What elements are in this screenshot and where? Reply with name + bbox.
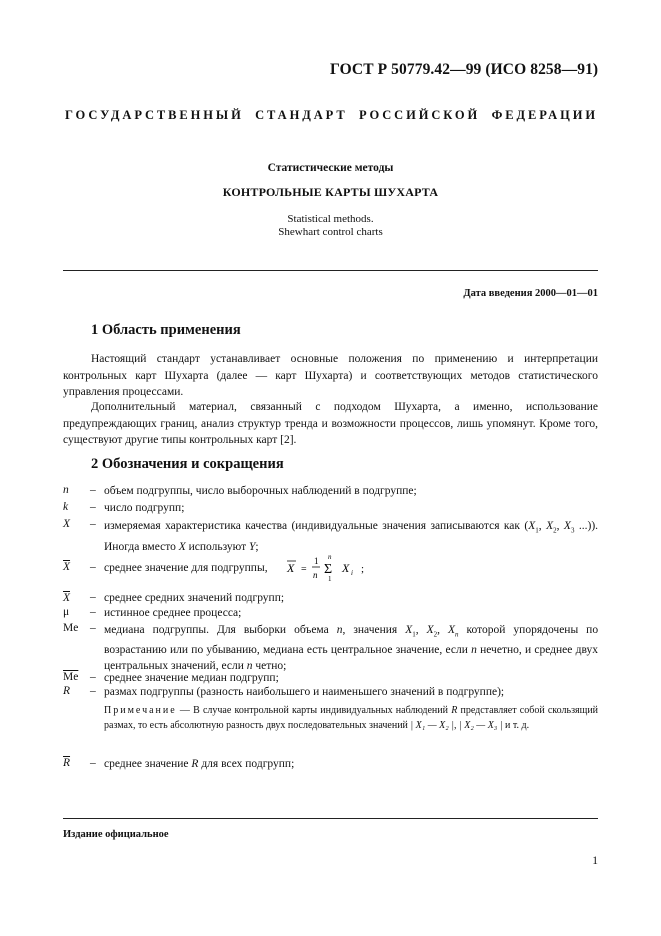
effective-date: Дата введения 2000—01—01 <box>463 288 598 299</box>
symbol-r: R <box>63 685 71 697</box>
definition-dash: – <box>90 671 96 683</box>
formula-sum-sign: Σ <box>324 562 333 577</box>
definition-dash: – <box>90 591 96 603</box>
federation-title <box>65 108 598 123</box>
formula-index: i <box>351 569 353 577</box>
note-block: Примечание — В случае контрольной карты индивидуальных наблюдений R представляет собой скользящий размах, то есть абсолютную разность двух последовательных значений | X₁ — X₂ |, | X₂ — X₃ | и т. д. <box>104 705 599 731</box>
formula-numerator: 1 <box>314 556 319 566</box>
federation-word: СТАНДАРТ <box>255 108 348 122</box>
formula-sum-upper: n <box>328 554 332 561</box>
definition-r: размах подгруппы (разность наибольшего и наименьшего значений в подгруппе); <box>104 686 505 698</box>
english-title-line2: Shewhart control charts <box>278 226 383 238</box>
note-label: Примечание <box>104 705 177 716</box>
formula-denominator: n <box>313 570 318 580</box>
scope-paragraph-1: Настоящий стандарт устанавливает основные положения по применению и интерпретации контрольных карт Шухарта (далее — карт Шухарта) и соответствующих методов статистического управления процессами. <box>63 353 598 398</box>
formula-equals: = <box>301 564 307 575</box>
definition-dash: – <box>90 561 96 573</box>
definition-r-bar: среднее значение R для всех подгрупп; <box>104 758 295 770</box>
definition-dash: – <box>90 501 96 513</box>
definition-k: число подгрупп; <box>104 502 185 514</box>
section-heading-scope: 1 Область применения <box>91 322 241 338</box>
symbol-x-double-bar: X <box>63 592 71 604</box>
footer-divider <box>63 818 598 819</box>
edition-label: Издание официальное <box>63 829 169 840</box>
symbol-n: n <box>63 484 69 496</box>
formula-lhs: X <box>287 561 295 575</box>
definition-median-bar: среднее значение медиан подгрупп; <box>104 672 279 684</box>
symbol-r-bar: $\overline{R}$ <box>63 757 71 769</box>
definition-dash: – <box>90 518 96 530</box>
symbol-x-bar: $\overline{X}$ <box>63 561 71 573</box>
definition-dash: – <box>90 484 96 496</box>
symbol-x: X <box>63 518 71 530</box>
definition-x-bar: среднее значение для подгруппы, <box>104 562 268 574</box>
header-divider <box>63 270 598 271</box>
document-code: ГОСТ Р 50779.42—99 (ИСО 8258—91) <box>330 61 599 78</box>
scope-paragraph-2: Дополнительный материал, связанный с подходом Шухарта, а именно, использование предупреждающих границ, анализ структур тренда и возможности процессов, лишь упомянут. Кроме того, существуют другие типы контрольных карт [2]. <box>63 401 598 446</box>
formula-end: ; <box>361 563 365 575</box>
symbol-mu: μ <box>63 606 70 618</box>
english-title-line1: Statistical methods. <box>287 213 374 225</box>
definition-median: медиана подгруппы. Для выборки объема n, значения $X_1$, $X_2$, $X_n$ которой упорядочены по возрастанию или по убыванию, медиана есть центральное значение, если n нечетно, и среднее двух центральных значений, если n четно; <box>104 624 599 673</box>
federation-word: ГОСУДАРСТВЕННЫЙ <box>65 108 244 122</box>
symbol-median: Me <box>63 622 79 634</box>
definition-x: измеряемая характеристика качества (индивидуальные значения записываются как ($X_1$, $X_2$, $X_3$ ...)). Иногда вместо X используют Y; <box>104 520 599 554</box>
federation-word: ФЕДЕРАЦИИ <box>491 108 598 122</box>
definition-x-double-bar: среднее средних значений подгрупп; <box>104 592 285 604</box>
page-number: 1 <box>592 855 598 867</box>
symbol-median-bar: $\overline{Me}$ <box>63 671 79 683</box>
definition-n: объем подгруппы, число выборочных наблюдений в подгруппе; <box>104 485 417 497</box>
definition-dash: – <box>90 685 96 697</box>
definition-dash: – <box>90 606 96 618</box>
federation-word: РОССИЙСКОЙ <box>359 108 481 122</box>
section-heading-symbols: 2 Обозначения и сокращения <box>91 456 284 472</box>
formula-x: X <box>342 561 350 575</box>
standard-title: КОНТРОЛЬНЫЕ КАРТЫ ШУХАРТА <box>222 185 439 199</box>
symbol-k: k <box>63 501 69 513</box>
formula-sum-lower: 1 <box>328 575 332 582</box>
definition-mu: истинное среднее процесса; <box>104 607 242 619</box>
definition-dash: – <box>90 622 96 634</box>
definition-dash: – <box>90 757 96 769</box>
subject-heading: Статистические методы <box>267 162 394 174</box>
subgroup-mean-formula <box>285 554 405 582</box>
